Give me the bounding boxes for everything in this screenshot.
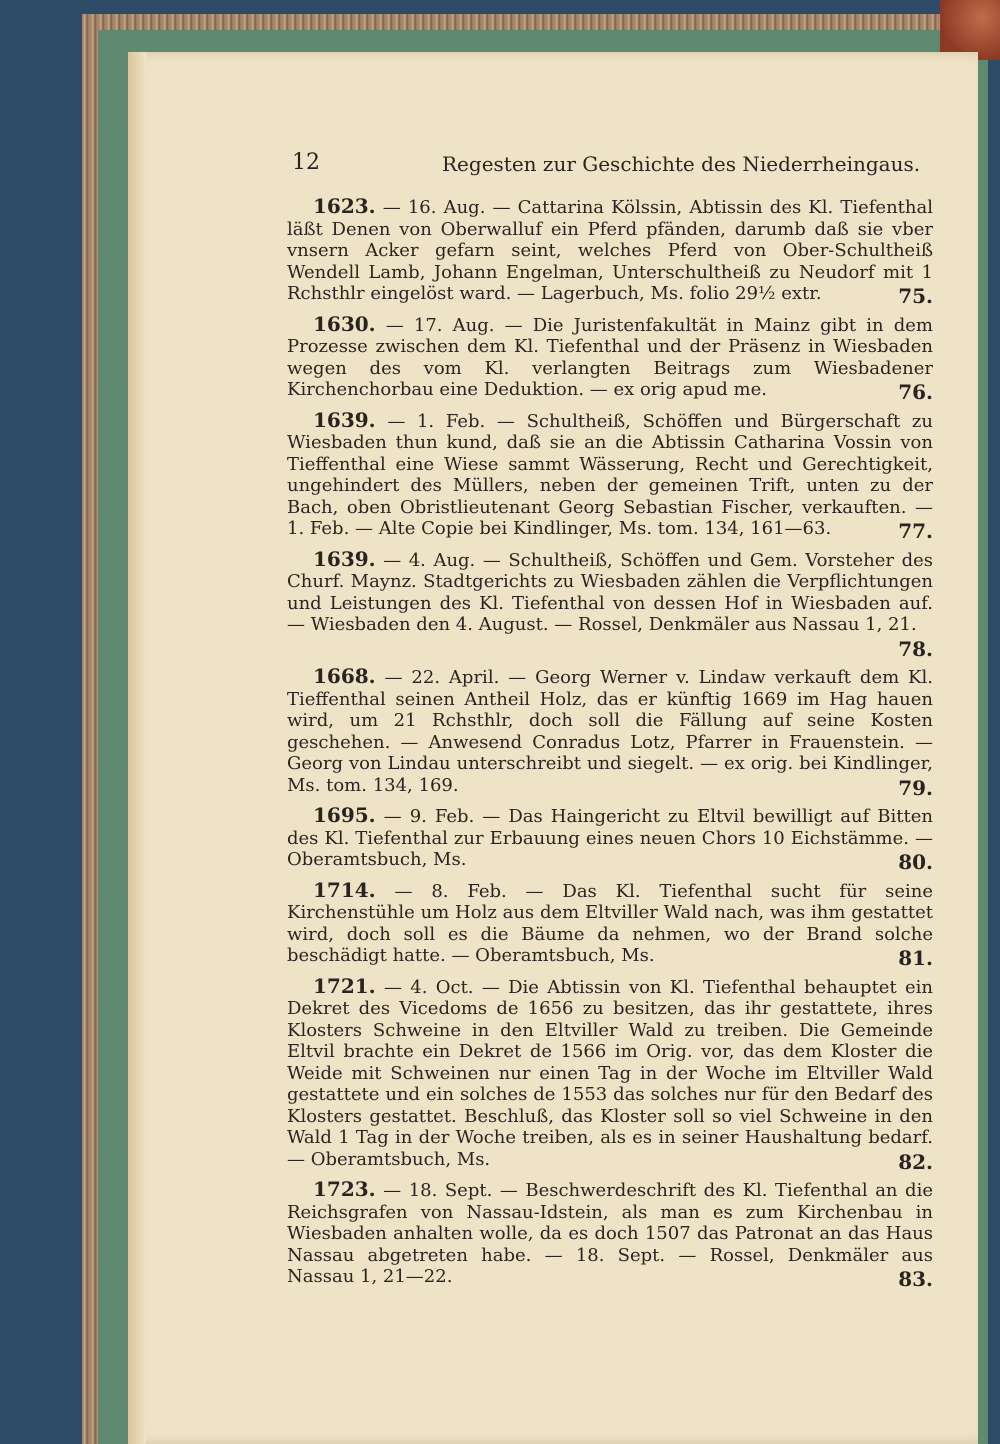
entry-number: 76. [898,380,933,404]
regest-entry-79 [287,666,933,799]
entry-year: 1639. [313,407,376,432]
entry-year: 1723. [313,1177,376,1201]
entry-text: — 9. Feb. — Das Haingericht zu Eltvil bewilligt auf Bitten des Kl. Tiefenthal zur Erbauung eines neuen Chors 10 Eichstämme. — Oberamtsbuch, Ms. [287,806,933,870]
entry-number: 80. [898,850,933,874]
entry-text: — 17. Aug. — Die Juristenfakultät in Mainz gibt in dem Prozesse zwischen dem Kl. Tiefenthal und der Präsenz in Wiesbaden wegen des vom Kl. verlangten Beitrags zum Wiesbadener Kirchenchorbau eine Deduktion. — ex orig apud me. [287,314,933,400]
entry-text: — 16. Aug. — Cattarina Kölssin, Abtissin des Kl. Tiefenthal läßt Denen von Oberwalluf ein Pferd pfänden, darumb daß sie vber vnsern Acker gefarn seint, welches Pferd von Ober-Schultheiß Wendell Lamb, Johann Engelman, Unterschultheiß zu Neudorf mit 1 Rchsthlr eingelöst ward. — Lagerbuch, Ms. folio 29½ extr. [287,197,933,304]
entry-text: — 4. Oct. — Die Abtissin von Kl. Tiefenthal behauptet ein Dekret des Vicedoms de 1656 zu besitzen, das ihr gestattete, ihres Klosters Schweine in den Eltviller Wald zu treiben. Die Gemeinde Eltvil brachte ein Dekret de 1566 im Orig. vor, das dem Kloster die Weide mit Schweinen nur einen Tag in der Woche im Eltviller Wald gestattete und ein solches de 1553 das solches nur für den Bedarf des Klosters gestattet. Beschluß, das Kloster soll so viel Schweine in den Wald 1 Tag in der Woche treiben, als es in seiner Haushaltung bedarf. — Oberamtsbuch, Ms. [287,976,933,1170]
entry-year: 1623. [313,194,376,218]
entry-number: 77. [898,519,933,543]
entry-number: 83. [898,1267,933,1291]
page-body [287,196,933,1297]
regest-entry-82 [287,973,933,1174]
regest-entry-81 [287,877,933,970]
entry-number: 81. [898,946,933,970]
entry-text: — 22. April. — Georg Werner v. Lindaw verkauft dem Kl. Tieffenthal seinen Antheil Holz, das er künftig 1669 im Hag hauen wird, um 21 Rchsthlr, doch soll die Fällung auf seine Kosten geschehen. — Anwesend Conradus Lotz, Pfarrer in Frauenstein. — Georg von Lindau unterschreibt und siegelt. — ex orig. bei Kindlinger, Ms. tom. 134, 169. [287,667,933,796]
page-header-title: Regesten zur Geschichte des Niederrheingaus. [442,152,921,176]
regest-entry-75 [287,196,933,308]
entry-year: 1695. [313,803,376,827]
entry-number: 75. [898,284,933,308]
cover-corner [940,0,1000,60]
entry-number: 79. [898,775,933,800]
entry-year: 1714. [313,877,376,902]
entry-text: — 1. Feb. — Schultheiß, Schöffen und Bürgerschaft zu Wiesbaden thun kund, daß sie an die Abtissin Catharina Vossin von Tieffenthal eine Wiese sammt Wässerung, Recht und Gerechtigkeit, ungehindert des Müllers, neben der gemeinen Trift, unten zu der Bach, oben Obristlieutenant Georg Sebastian Fischer, verkauften. — 1. Feb. — Alte Copie bei Kindlinger, Ms. tom. 134, 161—63. [287,410,933,539]
entry-text: — 8. Feb. — Das Kl. Tiefenthal sucht für seine Kirchenstühle um Holz aus dem Eltviller Wald nach, was ihm gestattet wird, doch soll es die Bäume da nehmen, wo der Brand solche beschädigt hatte. — Oberamtsbuch, Ms. [287,880,933,966]
entry-year: 1630. [313,311,376,336]
entry-year: 1639. [313,546,376,571]
regest-entry-76 [287,311,933,404]
regest-entry-77 [287,407,933,543]
entry-text: — 18. Sept. — Beschwerdeschrift des Kl. Tiefenthal an die Reichsgrafen von Nassau-Idstein, als man es zum Kirchenbau in Wiesbaden anhalten wolle, da es doch 1507 das Patronat an das Haus Nassau abgetreten habe. — 18. Sept. — Rossel, Denkmäler aus Nassau 1, 21—22. [287,1180,933,1287]
page-gutter-shadow [128,52,146,1444]
entry-year: 1721. [313,973,376,998]
page-number: 12 [292,150,320,175]
regest-entry-78 [287,546,933,661]
entry-number: 78. [898,636,933,661]
entry-number: 82. [898,1149,933,1174]
regest-entry-80 [287,805,933,874]
regest-entry-83 [287,1179,933,1291]
entry-text: — 4. Aug. — Schultheiß, Schöffen und Gem. Vorsteher des Churf. Maynz. Stadtgerichts zu Wiesbaden zählen die Verpflichtungen und Leistungen des Kl. Tiefenthal von dessen Hof in Wiesbaden auf. — Wiesbaden den 4. August. — Rossel, Denkmäler aus Nassau 1, 21. [287,549,933,635]
entry-year: 1668. [313,664,376,688]
